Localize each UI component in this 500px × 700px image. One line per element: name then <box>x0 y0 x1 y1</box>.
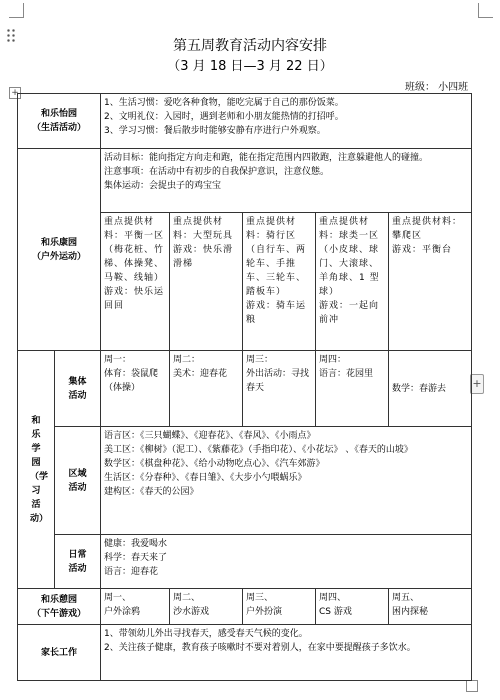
table-add-row-handle-icon[interactable]: + <box>470 374 484 394</box>
life-content <box>101 94 472 149</box>
play-day-cell: 周五、 困内探秘 <box>389 589 472 625</box>
area-activity-header: 区域活动 <box>55 427 101 535</box>
margin-corner-mark <box>478 3 493 18</box>
parent-line: 1、带领幼儿外出寻找春天，感受春天气候的变化。 <box>104 629 308 639</box>
group-activity-cell: 数学：春游去 <box>389 351 472 427</box>
parent-line: 2、关注孩子健康，教育孩子咳嗽时不要对着别人，在家中要提醒孩子多饮水。 <box>104 643 416 653</box>
learning-section-header: 和乐学园（学习活动） <box>18 351 55 589</box>
area-line: 建构区：《春天的公园》 <box>104 487 199 497</box>
outdoor-notice: 注意事项：在活动中有初步的自我保护意识，注意仪態。 <box>104 167 330 177</box>
group-activity-header: 集体活动 <box>55 351 101 427</box>
area-line: 生活区：《分春种》、《春日雏》、《大步小勺喂蜗乐》 <box>104 473 307 483</box>
date-range: （3 月 18 日—3 月 22 日） <box>167 59 333 74</box>
table-resize-handle-icon[interactable] <box>466 680 478 692</box>
area-activity-cell <box>101 427 472 535</box>
area-line: 美工区：《柳树》（泥工）、《紫藤花》（手指印花）、《小花坛》 、《春天的山坡》 <box>104 445 413 455</box>
life-line: 3、学习习惯：餐后散步时能够安静有序进行户外观察。 <box>104 126 326 136</box>
play-day-cell: 周三、 户外扮演 <box>243 589 316 625</box>
daily-activity-header: 日常活动 <box>55 535 101 589</box>
parent-section-header: 家长工作 <box>18 625 101 681</box>
play-day-cell: 周四、 CS 游戏 <box>316 589 389 625</box>
group-activity-cell: 周二： 美术：迎春花 <box>170 351 243 427</box>
class-label: 班级： 小四班 <box>405 82 469 93</box>
outdoor-zone: 重点提供材料：大型玩具 游戏：快乐滑滑梯 <box>170 213 243 351</box>
life-line: 1、生活习惯：爱吃各种食物，能吃完属于自己的那份饭菜。 <box>104 98 344 108</box>
area-line: 数学区：《棋盘种花》、《给小动物吃点心》、《汽车郊游》 <box>104 459 325 469</box>
table-move-handle-icon[interactable]: + <box>9 87 21 99</box>
group-activity-cell: 周三： 外出活动：寻找春天 <box>243 351 316 427</box>
play-day-cell: 周二、 沙水游戏 <box>170 589 243 625</box>
daily-activity-cell <box>101 535 472 589</box>
daily-line: 科学：春天来了 <box>104 553 168 563</box>
outdoor-zone: 重点提供材料：攀爬区 游戏：平衡台 <box>389 213 472 351</box>
parent-work-cell <box>101 625 472 681</box>
play-section-header: 和乐憩园 （下午游戏） <box>18 589 101 625</box>
life-line: 2、文明礼仪：入园时，遇到老师和小朋友能热情的打招呼。 <box>104 112 344 122</box>
daily-line: 语言：迎春花 <box>104 567 159 577</box>
margin-corner-mark <box>9 3 24 18</box>
play-day-cell: 周一、 户外涂鸦 <box>101 589 170 625</box>
outdoor-goal-cell <box>101 149 472 213</box>
area-line: 语言区：《三只蝴蝶》、《迎春花》、《春风》、《小雨点》 <box>104 431 316 441</box>
outdoor-goal: 活动目标：能向指定方向走和跑，能在指定范围内四散跑，注意躲避他人的碰撞。 <box>104 153 429 163</box>
outdoor-section-header: 和乐康园 （户外运动） <box>18 149 101 351</box>
page-title: 第五周教育活动内容安排 <box>173 38 327 54</box>
schedule-table <box>17 93 472 681</box>
life-section-header: 和乐怡园 （生活活动） <box>18 94 101 149</box>
outdoor-zone: 重点提供材料：平衡一区（梅花桩、竹梯、体操凳、马鞍、线轴） 游戏：快乐运回回 <box>101 213 170 351</box>
daily-line: 健康：我爱喝水 <box>104 539 168 549</box>
outdoor-zone: 重点提供材料：球类一区（小皮球、球门、大滚球、羊角球、1 型球） 游戏：一起向前冲 <box>316 213 389 351</box>
outdoor-zone: 重点提供材料：骑行区（自行车、两轮车、手推车、三轮车、踏板车） 游戏：骑车运粮 <box>243 213 316 351</box>
outdoor-group: 集体运动：会捉虫子的鸡宝宝 <box>104 181 222 191</box>
group-activity-cell: 周一： 体育：袋鼠爬（体操） <box>101 351 170 427</box>
group-activity-cell: 周四： 语言：花园里 <box>316 351 389 427</box>
